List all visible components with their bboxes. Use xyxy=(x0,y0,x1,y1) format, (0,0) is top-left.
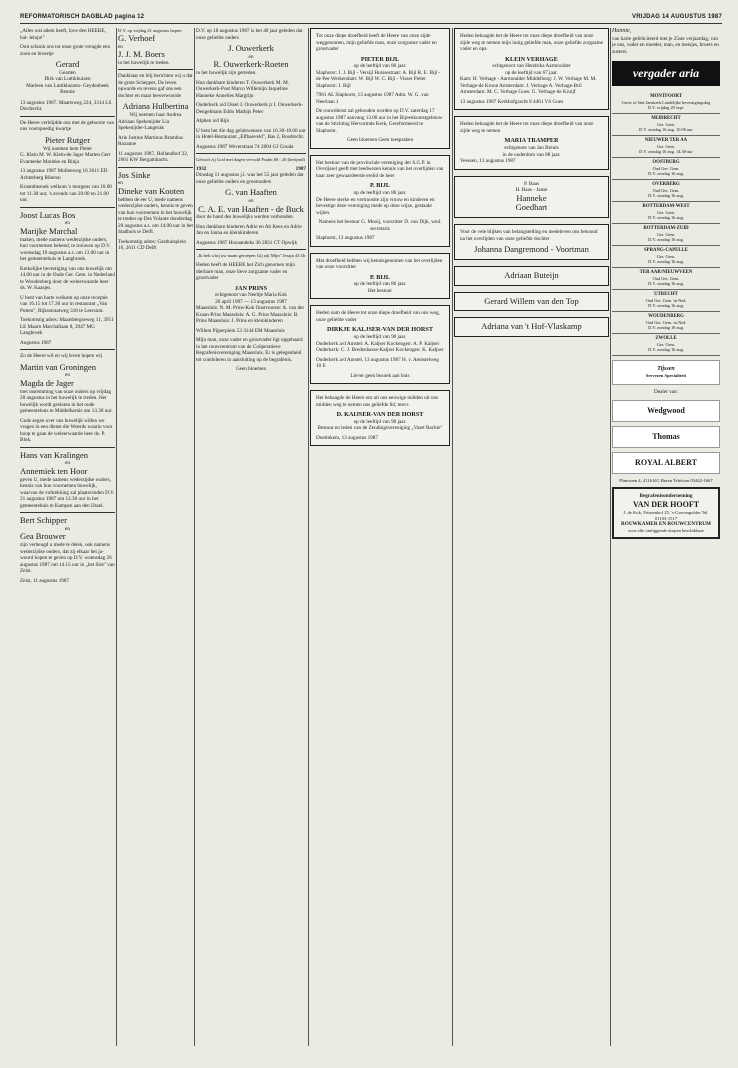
ad-line: echtgenoot van Hendrika Aarmoulder xyxy=(492,63,571,70)
bride-name: Gea Brouwer xyxy=(20,531,66,542)
ad-and: en xyxy=(118,180,123,187)
royal-albert-logo: ROYAL ALBERT xyxy=(612,452,720,474)
church-name: SPRANG-CAPELLE xyxy=(644,247,688,253)
ad-line: op de leeftijd van 90 jaar. xyxy=(353,334,407,340)
deceased-name: D. KAIJSER-VAN DER HORST xyxy=(336,411,424,418)
ad-body: Dinsdag 11 augustus j.l. was het 55 jaar geleden dat onze geliefde ouders en grootouders xyxy=(196,172,304,185)
thanks-voortman xyxy=(454,224,609,260)
ad-body: De Heere verblijdde ons met de geboorte van ons voorspoedig kwartje xyxy=(20,119,115,133)
wedding-ad-sinke xyxy=(118,171,193,252)
person-name: G. van Haaften xyxy=(225,187,277,198)
deceased-name: P. BIJL xyxy=(369,182,391,190)
ad-line: Wij noemen haar Andrea xyxy=(129,112,182,119)
deceased-name: Gerard Willem van den Top xyxy=(484,295,579,306)
ad-and: en xyxy=(65,460,70,467)
deceased-name: KLEIN VERHAGE xyxy=(505,55,558,63)
ad-date: Augustus 1987 Hooaandeks 36 2831 CT Opwijk xyxy=(196,239,298,246)
ad-address: Willem Pijperplein 53 3144 EM Maassluis xyxy=(196,327,285,334)
column-3 xyxy=(310,28,450,1046)
church-time: D.V. zondag 16 aug. 10.00 uur xyxy=(639,127,693,133)
ad-body: Heden heeft de HEERE het Zich genomen mijn dierbare man, onze lieve zorgzame vader en grootvader xyxy=(196,262,295,282)
thanks-top xyxy=(454,292,609,312)
ad-and: en xyxy=(248,198,254,205)
column-rule xyxy=(610,28,611,1046)
wedding-ad-groningen xyxy=(20,353,115,444)
church-name: ROTTERDAM-ZUID xyxy=(643,225,689,231)
ad-note: Kraambezoek welkom 's morgens van 10.00 tot 11.30 uur, 's avonds van 20.00 en 21.00 uur. xyxy=(20,184,112,204)
ad-body: in het huwelijk zijn getreden. xyxy=(196,70,257,77)
thanks-buteijn xyxy=(454,266,609,286)
ad-body: hebben de eer U, mede namens wederzijdse ouders, kennis te geven van hun voornemen in het huwelijk te treden op Des Volante donderdag 20 augustus a.s. om 14.00 uur in het Stadhuis te Delft. xyxy=(118,196,193,236)
church-entry xyxy=(612,114,720,136)
deceased-name: Adriana van 't Hof-Vlaskamp xyxy=(481,321,582,332)
greeting-body: van harte gefeliciteerd met je 25ste verjaardag, van je ons, vader en moeder, man, en meisjes, broers en zusters. xyxy=(612,35,719,55)
wedgwood-logo: Wedgwood xyxy=(612,400,720,422)
bride-name: Annemiek ten Hoor xyxy=(20,465,88,476)
ad-line: Dirk van Luttikhuizen xyxy=(44,76,91,83)
ad-body: Mijn man, onze vader en grootvader ligt opgebaard in het rouwcentrum van de Coöperatieve Begrafenisvereniging Maassluis. Er is gelegenheid tot condoleren in aansluiting op de begrafenis. xyxy=(196,337,303,363)
funeral-sub: voor alle omliggende dorpen beschikbaar xyxy=(627,527,705,533)
church-sub: Oud Ger. Gem. in Ned. xyxy=(645,319,687,325)
ad-date: Slaphorst, 13 augustus 1987 xyxy=(316,235,375,241)
ad-address: Toekomstig adres: Maarsbergseweg 11, 3951 LE Maarn Marchallaan 8, 3947 MG Langbroek xyxy=(20,317,114,337)
church-time: D.V. zondag 16 aug. xyxy=(648,281,684,287)
ad-line: Wij noemen hem Pieter xyxy=(43,145,92,152)
ad-verse: „Ik heb u bij uw naam geroepen Gij zijt Mijn" Jesaja 43:1b xyxy=(196,253,306,259)
groom-name: Jos Sinke xyxy=(118,169,151,180)
column-2 xyxy=(196,28,306,1046)
church-sub: Ger. Gem. xyxy=(656,143,676,149)
page-header xyxy=(20,14,722,24)
church-entry xyxy=(612,136,720,158)
person-name: H. Baas - Janse xyxy=(515,187,548,193)
birth-ad-pieter xyxy=(20,120,115,204)
ad-verse: Gelooft zij God met dagen vervuld Psalm 68 : 20 (berijmd) xyxy=(196,157,305,163)
deceased-name: PIETER BIJL xyxy=(360,55,400,63)
header-right: VRIJDAG 14 AUGUSTUS 1987 xyxy=(632,14,722,20)
church-entry xyxy=(612,268,720,290)
ad-line: op de leeftijd van 67 jaar. xyxy=(505,69,558,76)
ad-and: en xyxy=(65,525,70,532)
deceased-surname: Goedhart xyxy=(515,202,548,213)
church-time: D.V. zondag 16 aug. 14.30 uur xyxy=(639,149,693,155)
church-name: UTRECHT xyxy=(654,291,678,297)
church-sub: Ger. Gem. xyxy=(656,121,676,127)
ad-address: Toekomstig adres: Gasthuisplein 16, 2611 CD Delft xyxy=(118,238,186,252)
church-name: OOSTBURG xyxy=(652,159,680,165)
church-name: WOUDENBERG xyxy=(648,313,684,319)
bride-name: Marijke Marchal xyxy=(20,225,78,236)
obituary-bijl-sgp xyxy=(310,155,450,247)
ad-intro: Het behaagde de Heere om uit ons eeuwige midden uit ons midden weg te nemen ons geliefde lid, mevr. xyxy=(316,395,439,408)
funeral-tag: ROUWKAMER EN ROUWCENTRUM xyxy=(621,521,711,528)
dealer-label: Dealer van: xyxy=(653,389,679,396)
ad-family: Hun dankbare kinderen T. Ouwerkerk M. M. Ouwerkerk-Post Marco Willemijn Jaqueline Hanneke Annelies Margrijn xyxy=(196,79,290,99)
tijssen-sub: Servezen Specialiteit xyxy=(645,373,687,379)
ad-place: Alphen a/d Rijn xyxy=(196,118,230,125)
birth-ad-adriana xyxy=(118,73,193,163)
church-sub: Oud Ger. Gem. xyxy=(652,275,680,281)
funeral-ad xyxy=(612,487,720,539)
church-name: MONTFOORT xyxy=(650,94,682,99)
church-name: MIJDRECHT xyxy=(651,115,681,121)
obituary-prins xyxy=(196,253,306,372)
church-entry xyxy=(612,290,720,312)
ad-date: Augustus 1987 xyxy=(20,339,52,346)
ad-date: Ouderkerk a/d Amstel, 13 augustus 1987 H. v. Aemstelweg 10 E xyxy=(316,356,439,369)
ad-body: U bent het die dag gelukwensen van 16.30-18.00 uur in Hotel-Restaurant „Elfbaeveld", Bas 2, Bosdrecht. xyxy=(196,127,306,141)
ad-date: 13 augustus 1987 Mollenweg 16 2611 ED Achterberg Ribersn xyxy=(20,168,108,181)
ad-line: in de ouderdom van 88 jaar. xyxy=(502,151,561,158)
church-name: OVERBERG xyxy=(652,181,680,187)
ad-line: echtgenote van Jan Breuls xyxy=(504,145,559,151)
ad-body: De Heere sterke en vertroostte zijn vrouw en kinderen en bevestige deze vereniging mede op deze wijze, gestaakt wijlen. xyxy=(316,196,435,216)
column-1 xyxy=(20,28,115,1046)
ad-family: Kam: H. Verhage - Aarmoulder Middelburg: J. W. Verhage M. M. Verhage-de Kroon Amsterdam: J. Verhage A. Verhage-Bril Amsterdam: M. C. Verhage Goes: G. Verhage-de Kruijf xyxy=(460,76,597,96)
column-4 xyxy=(454,28,609,1046)
church-entry xyxy=(612,334,720,356)
church-entry xyxy=(612,158,720,180)
church-entry xyxy=(612,180,720,202)
ad-and: en xyxy=(248,53,254,60)
obituary-kaljser xyxy=(310,305,450,384)
child-name: Pieter Rutger xyxy=(44,134,91,145)
ad-family: Hun dankbare kinderen Adrie en Ab Kees en Adrie Jan en Janna en kleinkinderen xyxy=(196,223,302,237)
ad-body: Voor de vele blijken van belangstelling en medeleven ons betoond na het overlijden van onze geliefde dochter xyxy=(460,229,598,242)
ad-body: De rouwdienst zal gehouden worden op D.V. zaterdag 17 augustus 1987 aanvang 13.00 uur in het Bijeenkomstgebouw van de Stichting Hervormde Kerk, Gereformeerd te Slaphorst. xyxy=(316,108,443,134)
church-entry xyxy=(612,202,720,224)
ad-body: Dankbaar en blij berichten wij u dat de grote Schepper, De leven opwarde en tevens gaf ons een dochter en maar bewerwoorde xyxy=(118,73,193,99)
church-entry xyxy=(612,312,720,334)
ad-line: op de leeftijd van 90 jaar. xyxy=(353,418,407,425)
church-sub: Ger. Gem. xyxy=(656,341,676,347)
ad-address: 7961 AL Slaphorst, 13 augustus 1987 Adm. W. G. van Neerlaan 1 xyxy=(316,92,429,105)
ad-line: Marleen van Luttikhuizen- Geydenbeek xyxy=(26,82,109,89)
ad-signature: Geen bloemen xyxy=(235,366,267,373)
ad-body: door de hand des huwelijks werden verbonden. xyxy=(196,214,294,221)
year-end: 1987 xyxy=(295,165,306,172)
ad-siblings: Arie Justine Martinus Brambus Rozanne xyxy=(118,134,183,148)
column-5 xyxy=(612,28,720,1046)
column-1b xyxy=(118,28,193,1046)
obituary-tramper xyxy=(454,116,609,169)
column-rule xyxy=(308,28,309,1046)
ad-date: 26 april 1907 — 13 augustus 1987 xyxy=(215,298,287,305)
ad-signature: Bestuur en leden van de Zendingsvereniging „Vaart Rachie" xyxy=(317,425,443,432)
church-time: D.V. zondag 16 aug. xyxy=(648,171,684,177)
obituary-kaijser-zending xyxy=(310,390,450,446)
ad-body: met instemming van onze ouders op vrijdag 28 augustus in het huwelijk te treden. Het huwelijk wordt gesloten in het oude gemeentehuis te Middelharnis om 13.30 uur. xyxy=(20,388,113,415)
ad-date: 11 augustus 1987, Hollandhof 22, 2661 KW Bergambacht. xyxy=(118,150,189,164)
deceased-name: JAN PRINS xyxy=(234,284,268,292)
person-name: J. Ouwerkerk xyxy=(228,43,274,53)
church-time: D.V. zondag 16 aug. xyxy=(648,325,684,331)
obituary-bijl-board xyxy=(310,253,450,300)
bride-name: Dineke van Kooten xyxy=(118,185,185,196)
bride-name: J. J. M. Boers xyxy=(118,49,165,59)
year-start: 1932 xyxy=(196,165,207,172)
deceased-name: Adriaan Buteijn xyxy=(504,269,559,280)
greeting-hannie xyxy=(612,28,720,55)
anniversary-ad-haaften xyxy=(196,157,306,246)
church-time: D.V. zondag 16 aug. xyxy=(648,193,684,199)
ad-body: geven U, mede namens wederzijdse ouders, kennis van hun voornemen huwelijk, waarvan de voltrekking zal plaatsvinden D.V. 21 augustus 1987 om 12.30 uur in het gemeentehuis te Kampen aan den IJssel. xyxy=(20,476,115,509)
ad-quote: „Alles wat adem heeft, love den HEERE, hal- leluja!" xyxy=(20,28,106,41)
church-sub: Oud Ger. Gem. in Ned. xyxy=(645,297,687,303)
deceased-name: P. BIJL xyxy=(369,273,391,281)
church-sub: Ger. Gem. xyxy=(656,209,676,215)
ad-date: Veessen, 13 augustus 1987 xyxy=(460,158,516,164)
shop-address: Plantsoen 4, 4116 KG Buren Telefoon 03442-1667 xyxy=(619,477,713,483)
ad-line: echtgenoot van Neeltje Maria Kok xyxy=(215,292,287,299)
ad-body: maken, mede namens wederzijdse ouders, hun voornemen bekend, te trouwen op D.V. woensdag 19 augustus a.s. om 13.00 uur in het gemeentehuis te Langbroek. xyxy=(20,236,111,263)
church-sub: Grote of Sint Janskerk Landelijke bevestigingsdag xyxy=(621,99,711,105)
obituary-verhage xyxy=(454,28,609,110)
birth-ad-gerard xyxy=(20,28,115,113)
church-entry xyxy=(612,224,720,246)
person-name: C. A. E. van Haaften - de Buck xyxy=(198,203,304,214)
ad-signature: Namens het bestuur G. Mooij, voorzitter D. van Dijk, wnd. secretaris xyxy=(318,219,442,232)
groom-name: Hans van Kralingen xyxy=(20,449,88,460)
ad-intro: D.V. op 18 augustus 1987 is het 40 jaar geleden dat onze geliefde ouders xyxy=(196,28,303,41)
ad-intro: Heden behaagde het de Heere tot onze diepe droefheid van onze zijde weg te nemen xyxy=(460,121,594,134)
tijssen-logo xyxy=(612,360,720,385)
deceased-name: Johanna Dangremond - Voortman xyxy=(474,244,589,255)
church-name: ROTTERDAM-WEST xyxy=(642,203,690,209)
column-rule xyxy=(116,28,117,1046)
ad-line: Bennie xyxy=(60,89,75,96)
ad-line: op de leeftijd van 86 jaar. xyxy=(353,281,407,288)
ad-body: Het bestuur van de provinciale vereniging der S.G.P. in Overijssel geeft met leedwezen kennis van het overlijden van haar zeer gewaardeerde erelid de heer xyxy=(316,159,444,179)
anniversary-ad-ouwerkerk xyxy=(196,28,306,150)
ad-date: Zeist, 11 augustus 1987 xyxy=(20,577,70,584)
deceased-name: MARIA TRAMPER xyxy=(504,137,559,145)
church-name: NIEUWER TER AA xyxy=(644,137,688,143)
column-rule xyxy=(452,28,453,1046)
ad-signature: Liever geen bezoek aan huis xyxy=(350,372,410,379)
thomas-logo: Thomas xyxy=(612,426,720,448)
column-rule xyxy=(194,28,195,1046)
ad-signature: Geen bloemen Geen toespraken xyxy=(346,137,414,144)
person-name: R. Ouwerkerk-Roeten xyxy=(213,59,289,70)
groom-name: Joost Lucas Bos xyxy=(20,209,76,220)
groom-name: Martin van Groningen xyxy=(20,361,97,372)
ad-family: Maassluis: N. M. Prins-Kok Oostvoorne: A. van der Kraan-Prins Maassluis: A. G. Prins Maassluis: B. Prins Maassluis: J. Prins en kleinkinderen xyxy=(196,305,305,325)
obituary-bijl xyxy=(310,28,450,149)
funeral-address: J. de Kok, Prinsenhof 25, 's-Gravenpolder Tel. 01103-1517 xyxy=(623,509,709,521)
church-sub: Ger. Gem. xyxy=(656,231,676,237)
church-sub: Ger. Gem. xyxy=(656,253,676,259)
ad-date: 13 augustus 1987. Maartsweg 224, 3314 LS Dordrecht. xyxy=(20,99,112,113)
header-left: REFORMATORISCH DAGBLAD pagina 12 xyxy=(20,14,145,20)
ad-date: Doetinkem, 13 augustus 1987 xyxy=(316,434,378,441)
deceased-name: Hanneke xyxy=(516,192,547,203)
person-name: P. Baas xyxy=(524,180,539,187)
ad-body: Ooit schonk ons tot onze grote vreugde een zoon en broertje xyxy=(20,44,111,57)
obituary-goedhart xyxy=(454,176,609,219)
ad-line: Gearten xyxy=(59,69,76,76)
ad-body: Gods zegen over ons huwelijk willen we vragen in een dienst die Woerds waarin voor hoop te gaan de weleerwaarde heer ds. P. Blok. xyxy=(20,417,113,444)
ad-intro: D.V. op vrijdag 21 augustus hopen xyxy=(118,28,182,33)
church-time: D.V. zondag 16 aug. xyxy=(648,215,684,221)
church-time: D.V. zondag 16 aug. xyxy=(648,259,684,265)
ad-family: Ouderkerk a/d Amstel: A. Kaljser Kockengen: A. P. Kaljser Ouderkerk: C. J. Bredenhasse-Kaljser Kockengen: K. Kaljser xyxy=(316,340,444,353)
church-sub: Oud Ger. Gem. xyxy=(652,187,680,193)
church-name: ZWOLLE xyxy=(655,335,677,341)
ad-and: en xyxy=(65,372,70,379)
thanks-hof xyxy=(454,317,609,337)
tijssen-wordmark: Tijssen xyxy=(657,365,675,372)
ad-intro: Met droefheid hebben wij kennisgenomen van het overlijden van onze voorzitter xyxy=(316,257,443,270)
vergader-aria-logo: vergader aria xyxy=(612,61,720,86)
church-entry xyxy=(612,246,720,268)
ad-body: U bent van harte welkom op onze receptie van 16.15 tot 17.30 uur in restaurant „Van Putten", Rijksstraatweg 318 te Leersum. xyxy=(20,294,108,314)
ad-line: op de leeftijd van 86 jaar. xyxy=(353,63,407,70)
ad-family: Ouderkerk a/d IJssel J. Ouwerkerk jr I. Ouwerkerk-Dengelmans Eddo Mathijs Peter xyxy=(196,102,304,115)
groom-name: Bert Schipper xyxy=(20,515,67,526)
bride-name: Magda de Jager xyxy=(20,377,74,388)
child-name: Gerard xyxy=(55,59,80,69)
ad-date: Augustus 1987 Weverstraat 74 2804 GJ Gouda xyxy=(196,143,294,150)
ad-intro: Tot onze diepe droefheid heeft de Heere van onze zijde weggenomen, mijn geliefde man, onze zorgzame vader en grootvader xyxy=(316,33,437,52)
ad-parents: Adriaan Spekenijder Lia Spekenijder-Langerak xyxy=(118,118,169,132)
church-name: TER AAR/NIEUWVEEN xyxy=(639,269,693,275)
wedding-ad-schipper xyxy=(20,516,115,584)
groom-name: G. Verhoef xyxy=(118,32,156,43)
church-time: D.V. zondag 16 aug. xyxy=(648,237,684,243)
church-time: D.V. vrijdag 20 sept. xyxy=(647,105,685,111)
ad-body: in het huwelijk te treden. xyxy=(118,59,170,66)
church-time: D.V. zondag 16 aug. xyxy=(648,347,684,353)
greeting-title: Hannie, xyxy=(612,28,632,34)
ad-date: 13 augustus 1987 Kerkhofgracht 8 4461 VS Goes xyxy=(460,98,564,105)
ad-intro: Zo de Heere wil en wij leven hopen wij xyxy=(20,353,103,360)
church-sub: Oud Ger. Gem. xyxy=(652,165,680,171)
wedding-ad-verhoef xyxy=(118,28,193,66)
ad-and: en xyxy=(65,220,70,227)
ad-intro: Heden nam de Heere tot onze diepe droefheid van ons weg, onze geliefde vader xyxy=(316,310,440,323)
church-services-list xyxy=(612,92,720,356)
ad-body: zijn verheugd u mede te delen, ook namens wederzijdse ouders, dat zij elkaar het ja-woord hopen te geven op D.V. woensdag 26 augustus 1987 om 14.15 uur in „het Slot" van Zeist. xyxy=(20,542,115,575)
ad-line: op de leeftijd van 86 jaar. xyxy=(353,190,407,196)
ad-parents: G. Klein M. W. Klein-de Jager Marten Gert Evanteeke Marieke en Rinja xyxy=(20,152,111,165)
ad-family: Slaphorst: J. J. Bijl - Versijl Huissestraat: A. Bijl R. E. Bijl - de Pee Werkendam: W. Bijl W. C. Bijl - Visser Pieter Slaphorst: J. Bijl xyxy=(316,69,441,89)
ad-signature: Het bestuur xyxy=(367,287,393,294)
wedding-ad-kralingen xyxy=(20,451,115,510)
child-name: Adriana Hulbertina xyxy=(122,101,189,112)
ad-and: en xyxy=(118,43,123,50)
deceased-name: DIRKJE KALJSER-VAN DER HORST xyxy=(327,326,433,334)
wedding-ad-bos xyxy=(20,211,115,347)
church-time: D.V. zondag 16 aug. xyxy=(648,303,684,309)
funeral-title: Begrafenisonderneming xyxy=(639,493,693,500)
ad-intro: Heden behaagde het de Heere tot onze diepe droefheid van onze zijde weg te nemen mijn innig geliefde man, onze geliefde zorgzame vader en opa xyxy=(460,33,603,52)
ad-body: Kerkelijke bevestiging van ons huwelijk om 14.00 uur in de Oude Ger. Gem. in Nederland te Woudenberg door de weleerwaarde heer ds. W. Kaasjes. xyxy=(20,265,115,292)
funeral-name: VAN DER HOOFT xyxy=(632,499,700,509)
church-entry xyxy=(612,92,720,114)
